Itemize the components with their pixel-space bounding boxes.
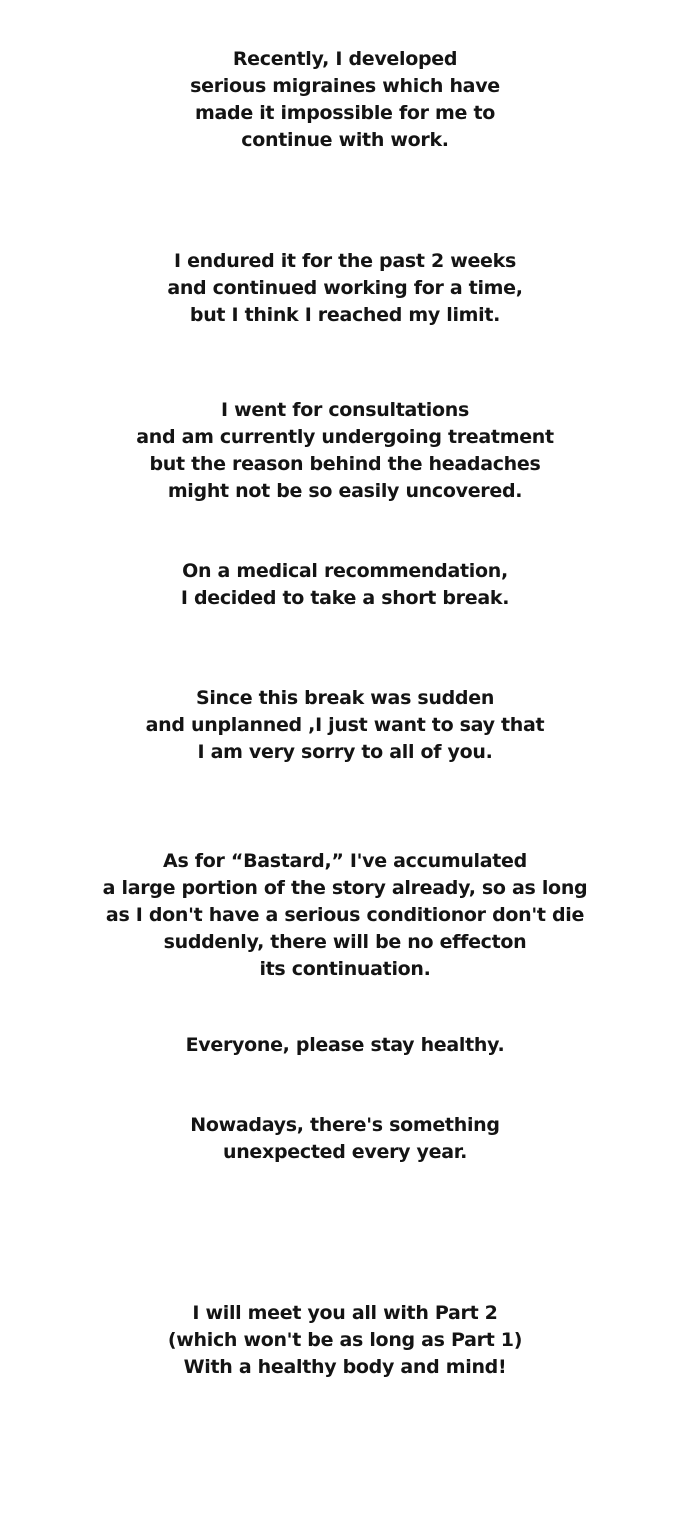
- notice-line: a large portion of the story already, so as long: [102, 877, 588, 899]
- notice-line: as I don't have a serious conditionor don't die: [105, 904, 585, 926]
- notice-paragraph: [0, 248, 690, 329]
- notice-line: Nowadays, there's something: [190, 1114, 500, 1136]
- notice-line: made it impossible for me to: [195, 102, 495, 124]
- notice-line: and am currently undergoing treatment: [136, 426, 554, 448]
- notice-paragraph: [0, 558, 690, 612]
- notice-paragraph: [0, 397, 690, 505]
- notice-paragraph: [0, 1032, 690, 1059]
- notice-line: might not be so easily uncovered.: [167, 480, 523, 502]
- notice-line: I will meet you all with Part 2: [192, 1302, 498, 1324]
- notice-line: continue with work.: [241, 129, 449, 151]
- notice-line: unexpected every year.: [222, 1141, 468, 1163]
- notice-line: and continued working for a time,: [167, 277, 523, 299]
- notice-line: With a healthy body and mind!: [183, 1356, 507, 1378]
- notice-line: but I think I reached my limit.: [189, 304, 501, 326]
- notice-line: its continuation.: [259, 958, 431, 980]
- notice-line: I went for consultations: [220, 399, 470, 421]
- notice-line: On a medical recommendation,: [182, 560, 508, 582]
- notice-line: serious migraines which have: [190, 75, 500, 97]
- notice-line: As for “Bastard,” I've accumulated: [163, 850, 527, 872]
- notice-line: Recently, I developed: [232, 48, 458, 70]
- notice-line: but the reason behind the headaches: [149, 453, 541, 475]
- notice-paragraph: [0, 1112, 690, 1166]
- notice-line: I decided to take a short break.: [180, 587, 510, 609]
- notice-paragraph: [0, 46, 690, 154]
- notice-line: (which won't be as long as Part 1): [167, 1329, 523, 1351]
- notice-line: suddenly, there will be no effecton: [163, 931, 527, 953]
- notice-line: I am very sorry to all of you.: [197, 741, 493, 763]
- notice-paragraph: [0, 1300, 690, 1381]
- notice-paragraph: [0, 685, 690, 766]
- notice-line: I endured it for the past 2 weeks: [174, 250, 516, 272]
- notice-line: Since this break was sudden: [195, 687, 495, 709]
- notice-line: Everyone, please stay healthy.: [185, 1034, 505, 1056]
- notice-paragraph: [0, 848, 690, 983]
- notice-line: and unplanned ,I just want to say that: [145, 714, 545, 736]
